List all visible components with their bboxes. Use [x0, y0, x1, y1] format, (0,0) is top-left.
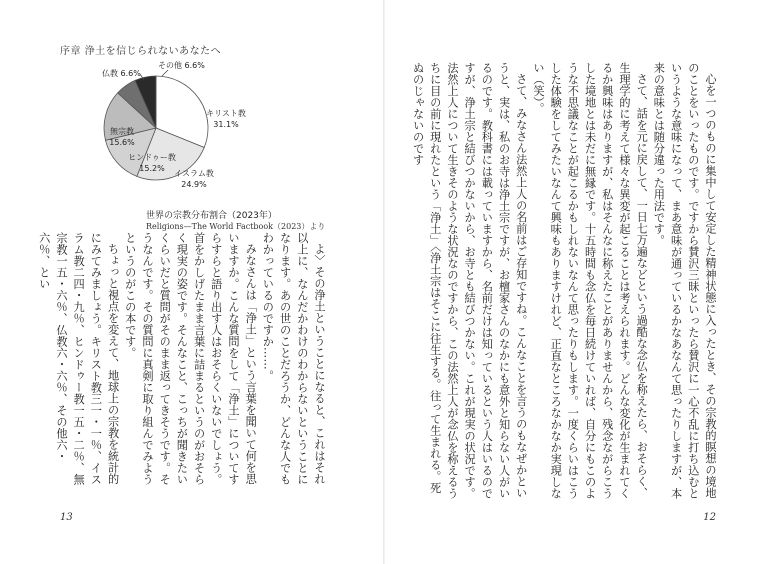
slice-label: イスラム教: [174, 169, 214, 178]
page-number: 12: [703, 512, 716, 523]
chart-source: Religions—The World Factbook（2023）より: [146, 222, 326, 231]
slice-label: ヒンドゥー教: [128, 153, 176, 162]
paragraph: さて、みなさん法然上人の名前はご存知ですね。こんなことを言うのもなぜかというと、実は、私のお寺は浄土宗ですが、お檀家さんのなかにも意外と知らない人がいるのです。教科書には載っていますから、名前だけは知っているという人はいるのですが、浄土宗と結びつかないから、お寺とも結びつかない。これが現実の状況です。法然上人について生きそのような状況なのですから、この法然上人が念仏を称えるうちに目の前に現れたという「浄土」〈浄土宗はそこに往生する。往って生まれる。死ぬのじゃないのです: [411, 62, 528, 499]
left-page: [0, 0, 383, 564]
slice-label: キリスト教: [206, 109, 246, 118]
slice-value-label: 15.2%: [139, 164, 165, 173]
paragraph: ちょっと視点を変えて、地球上の宗教を統計的にみてみましょう。キリスト教三一・一％、イスラム教二四・九％、ヒンドゥー教一五・二％、無宗教一五・六％、仏教六・六％、その他六・六％、とい: [37, 232, 120, 485]
religion-pie-chart: [98, 58, 338, 231]
slice-label: 仏教 6.6%: [102, 69, 141, 78]
left-body-text: [37, 232, 328, 492]
slice-value-label: 31.1%: [213, 120, 239, 129]
paragraph: みなさんは「浄土」という言葉を聞いて何を思いますか。こんな質問をして「浄土」についてすらすらと語り出す人はおそらくいないでしょう。首をかしげたまま言葉に詰まるというのがおそらく現実の姿です。そんなこと、こっちが聞きたいくらいだと質問がそのまま返ってきそうです。そうなんです。その質問に真剣に取り組んでみようというのがこの本です。: [123, 232, 258, 485]
paragraph: よ〉その浄土ということになると、これはそれ以上に、なんだかわけのわからないということになります。あの世のことだろうか、どんな人でもわかっているのですか……。: [261, 232, 326, 485]
paragraph: 心を一つのものに集中して安定した精神状態に入ったとき、その宗教的瞑想の境地のことをいったものです。ですから賛沢三昧といったら賛沢に一心不乱に打ち込むというような意味になって、まあ意味が通っているかなあなんて思ったりしますが、本来の意味とは随分違った用法です。: [652, 62, 717, 499]
paragraph: さて、話を元に戻して、一日七万遍などという過酷な念仏を称えたら、おそらく、生理学的に考えて様々な異変が起こることは考えられます。どんな変化が生まれてくるか興味はありますが、私はそんなに称えたことがありませんから、残念ながらこうした境地とは未だに無縁です。十五時間も念仏を毎日続けていれば、自分にもこのような不思議なことが起こるかもしれないなんて思ったりもします。一度くらいはこうした体験をしてみたいなんて興味もありますけれど、正直なところなかなか実現しない（笑）。: [531, 62, 649, 499]
chart-title: 世界の宗教分布割合（2023年）: [146, 211, 277, 221]
leader-line: [162, 70, 168, 76]
pie-svg: [98, 58, 338, 208]
slice-value-label: 24.9%: [181, 180, 207, 189]
slice-label: 無宗教: [110, 127, 134, 136]
right-page: [385, 0, 768, 564]
page-number: 13: [60, 512, 73, 523]
slice-label: その他 6.6%: [158, 61, 205, 70]
right-body-text: [411, 62, 719, 502]
running-head: 序章 浄土を信じられないあなたへ: [60, 46, 222, 57]
slice-value-label: 15.6%: [109, 138, 135, 147]
